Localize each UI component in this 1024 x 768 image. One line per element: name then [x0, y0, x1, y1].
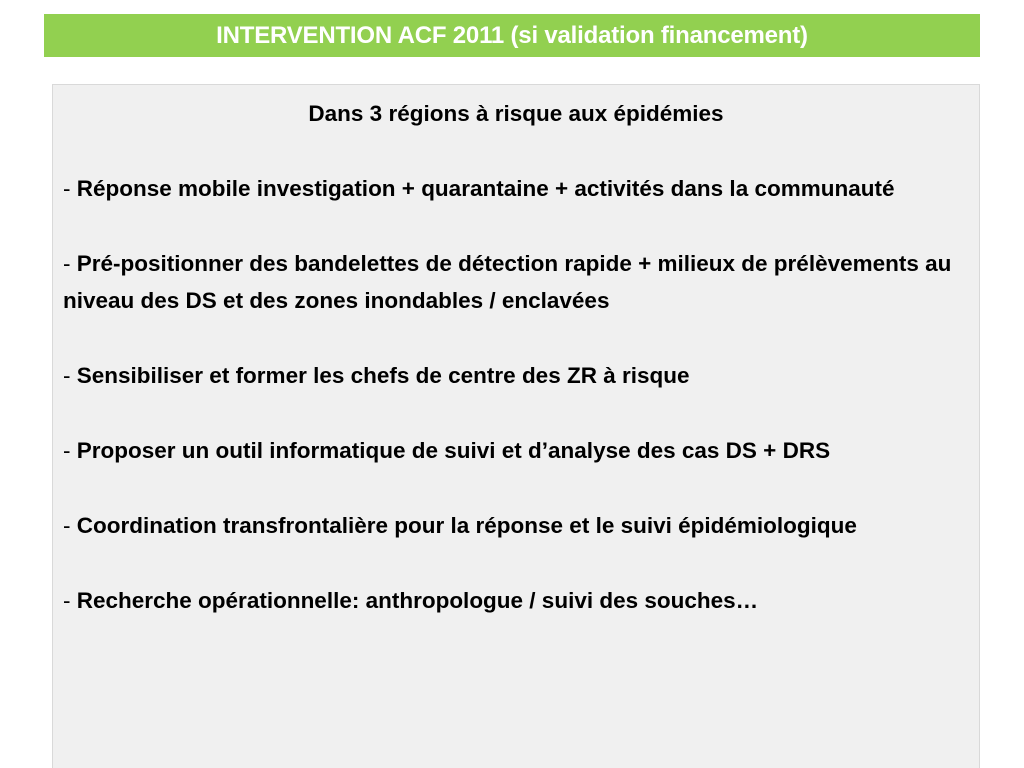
bullet-item — [63, 357, 969, 395]
bullet-dash: - — [63, 513, 77, 538]
bullet-text: Sensibiliser et former les chefs de centre des ZR à risque — [76, 363, 690, 388]
bullet-dash: - — [63, 175, 77, 201]
bullet-item — [63, 245, 969, 320]
bullet-text: Recherche opérationnelle: anthropologue / suivi des souches… — [76, 588, 759, 613]
bullet-text: Pré-positionner des bandelettes de détection rapide + milieux de prélèvements au niveau des DS et des zones inondables / enclavées — [63, 250, 952, 313]
bullet-text: Proposer un outil informatique de suivi et d’analyse des cas DS + DRS — [76, 438, 831, 463]
bullet-item — [63, 507, 969, 545]
bullet-item — [63, 582, 969, 620]
content-box — [52, 84, 980, 768]
bullet-dash: - — [63, 588, 77, 613]
bullet-text: Coordination transfrontalière pour la réponse et le suivi épidémiologique — [76, 513, 857, 538]
bullet-dash: - — [63, 438, 77, 463]
slide-title: INTERVENTION ACF 2011 (si validation financement) — [44, 14, 980, 57]
bullet-dash: - — [63, 250, 77, 276]
bullet-text: Réponse mobile investigation + quarantaine + activités dans la communauté — [76, 175, 895, 201]
bullet-item — [63, 432, 969, 470]
bullet-item — [63, 170, 969, 208]
content-subtitle: Dans 3 régions à risque aux épidémies — [308, 101, 724, 126]
bullet-dash: - — [63, 363, 77, 388]
